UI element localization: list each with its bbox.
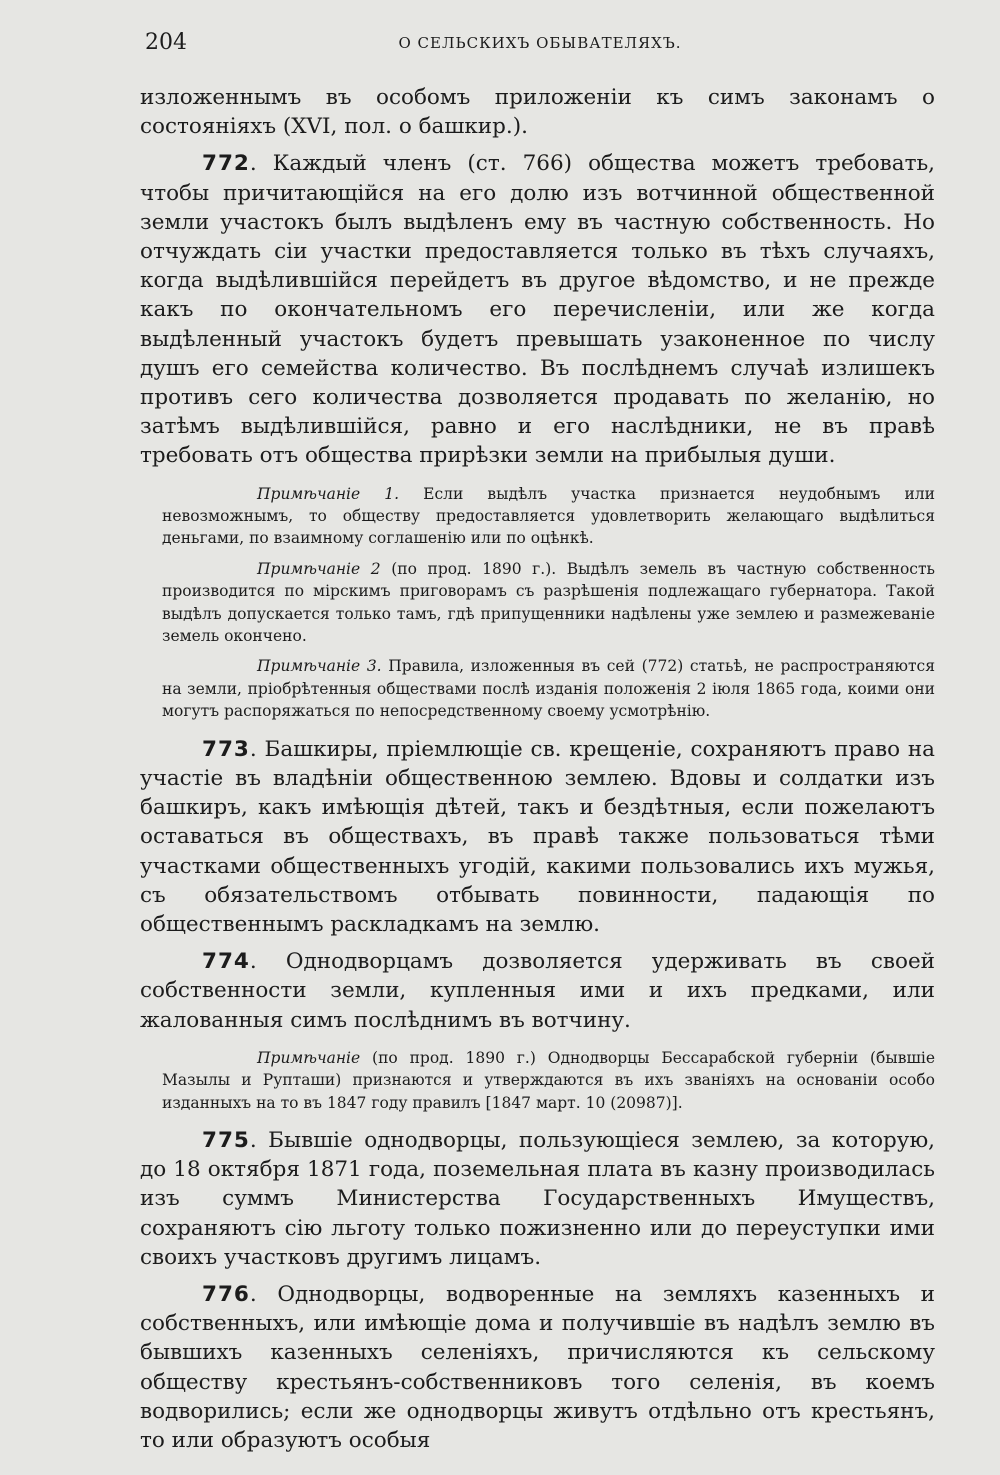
page-body bbox=[140, 83, 935, 1455]
article-number: 775 bbox=[202, 1127, 250, 1153]
note-text: Правила, изложенныя въ сей (772) статьѣ, не распространяются на земли, пріобрѣтенныя обществами послѣ изданія положенія 2 іюля 1865 года, коими они могутъ распоряжаться по непосредственному своему усмотрѣнію. bbox=[162, 657, 935, 721]
article-text: Каждый членъ (ст. 766) общества можетъ требовать, чтобы причитающійся на его долю изъ вотчинной общественной земли участокъ былъ выдѣленъ ему въ частную собственность. Но отчуждать сіи участки предоставляется только въ тѣхъ случаяхъ, когда выдѣлившійся перейдетъ въ другое вѣдомство, и не прежде какъ по окончательномъ его перечисленіи, или же когда выдѣленный участокъ будетъ превышать узаконенное по числу душъ его семейства количество. Въ послѣднемъ случаѣ излишекъ противъ сего количества дозволяется продавать по желанію, но затѣмъ выдѣлившійся, равно и его наслѣдники, не въ правѣ требовать отъ общества прирѣзки земли на прибылыя души. bbox=[140, 151, 936, 469]
page-header bbox=[145, 30, 935, 64]
note-text: Если выдѣлъ участка признается неудобнымъ или невозможнымъ, то обществу предоставляется удовлетворить желающаго выдѣлиться деньгами, по взаимному соглашенію или по оцѣнкѣ. bbox=[162, 484, 935, 548]
note-label: Примѣчаніе bbox=[257, 1048, 361, 1067]
note-772-3 bbox=[162, 655, 935, 722]
article-772: 772. Каждый членъ (ст. 766) общества можетъ требовать, чтобы причитающійся на его долю изъ вотчинной общественной земли участокъ былъ выдѣленъ ему въ частную собственность. Но отчуждать сіи участки предоставляется только въ тѣхъ случаяхъ, когда выдѣлившійся перейдетъ въ другое вѣдомство, и не прежде какъ по окончательномъ его перечисленіи, или же когда выдѣленный участокъ будетъ превышать узаконенное по числу душъ его семейства количество. Въ послѣднемъ случаѣ излишекъ противъ сего количества дозволяется продавать по желанію, но затѣмъ выдѣлившійся, равно и его наслѣдники, не въ правѣ требовать отъ общества прирѣзки земли на прибылыя души. bbox=[140, 151, 936, 469]
article-number: 772 bbox=[202, 151, 250, 177]
article-number: 776 bbox=[202, 1281, 250, 1307]
note-label: Примѣчаніе 1. bbox=[257, 484, 400, 503]
article-776: 776. Однодворцы, водворенные на земляхъ казенныхъ и собственныхъ, или имѣющіе дома и получившіе въ надѣлъ землю въ бывшихъ казенныхъ селеніяхъ, причисляются къ сельскому обществу крестьянъ-собственниковъ того селенія, въ коемъ водворились; если же однодворцы живутъ отдѣльно отъ крестьянъ, то или образуютъ особыя bbox=[140, 1281, 936, 1453]
article-number: 773 bbox=[202, 736, 250, 762]
note-text: (по прод. 1890 г.). Выдѣлъ земель въ частную собственность производится по мірскимъ приговорамъ съ разрѣшенія подлежащаго губернатора. Такой выдѣлъ допускается только тамъ, гдѣ припущенники надѣлены уже землею и размежеваніе земель окончено. bbox=[162, 559, 935, 646]
note-text: (по прод. 1890 г.) Однодворцы Бессарабской губерніи (бывшіе Мазылы и Рупташи) признаются и утверждаются въ ихъ званіяхъ на основаніи особо изданныхъ на то въ 1847 году правилъ [1847 март. 10 (20987)]. bbox=[162, 1048, 935, 1112]
note-label: Примѣчаніе 2 bbox=[257, 559, 381, 578]
article-number: 774 bbox=[202, 949, 250, 975]
article-774: 774. Однодворцамъ дозволяется удерживать въ своей собственности земли, купленныя ими и ихъ предками, или жалованныя симъ послѣднимъ въ вотчину. bbox=[140, 949, 936, 1033]
article-text: Бывшіе однодворцы, пользующіеся землею, за которую, до 18 октября 1871 года, поземельная плата въ казну производилась изъ суммъ Министерства Государственныхъ Имуществъ, сохраняютъ сію льготу только пожизненно или до переуступки ими своихъ участковъ другимъ лицамъ. bbox=[140, 1127, 935, 1270]
note-774 bbox=[162, 1047, 935, 1114]
paragraph-continuation: изложеннымъ въ особомъ приложеніи къ симъ законамъ о состояніяхъ (XVI, пол. о башкир.). bbox=[140, 85, 935, 140]
article-text: Башкиры, пріемлющіе св. крещеніе, сохраняютъ право на участіе въ владѣніи общественною землею. Вдовы и солдатки изъ башкиръ, какъ имѣющія дѣтей, такъ и бездѣтныя, если пожелаютъ оставаться въ обществахъ, въ правѣ также пользоваться тѣми участками общественныхъ угодій, какими пользовались ихъ мужья, съ обязательствомъ отбывать повинности, падающія по общественнымъ раскладкамъ на землю. bbox=[140, 736, 935, 937]
article-text: Однодворцамъ дозволяется удерживать въ своей собственности земли, купленныя ими и ихъ предками, или жалованныя симъ послѣднимъ въ вотчину. bbox=[140, 949, 936, 1033]
note-label: Примѣчаніе 3. bbox=[257, 657, 382, 676]
article-773: 773. Башкиры, пріемлющіе св. крещеніе, сохраняютъ право на участіе въ владѣніи общественною землею. Вдовы и солдатки изъ башкиръ, какъ имѣющія дѣтей, такъ и бездѣтныя, если пожелаютъ оставаться въ обществахъ, въ правѣ также пользоваться тѣми участками общественныхъ угодій, какими пользовались ихъ мужья, съ обязательствомъ отбывать повинности, падающія по общественнымъ раскладкамъ на землю. bbox=[140, 736, 935, 937]
note-772-1 bbox=[162, 483, 935, 550]
page-number: 204 bbox=[145, 30, 187, 55]
article-text: Однодворцы, водворенные на земляхъ казенныхъ и собственныхъ, или имѣющіе дома и получившіе въ надѣлъ землю въ бывшихъ казенныхъ селеніяхъ, причисляются къ сельскому обществу крестьянъ-собственниковъ того селенія, въ коемъ водворились; если же однодворцы живутъ отдѣльно отъ крестьянъ, то или образуютъ особыя bbox=[140, 1281, 936, 1453]
article-775: 775. Бывшіе однодворцы, пользующіеся землею, за которую, до 18 октября 1871 года, поземельная плата въ казну производилась изъ суммъ Министерства Государственныхъ Имуществъ, сохраняютъ сію льготу только пожизненно или до переуступки ими своихъ участковъ другимъ лицамъ. bbox=[140, 1127, 935, 1270]
note-772-2 bbox=[162, 558, 935, 648]
running-head: О СЕЛЬСКИХЪ ОБЫВАТЕЛЯХЪ. bbox=[398, 34, 682, 52]
